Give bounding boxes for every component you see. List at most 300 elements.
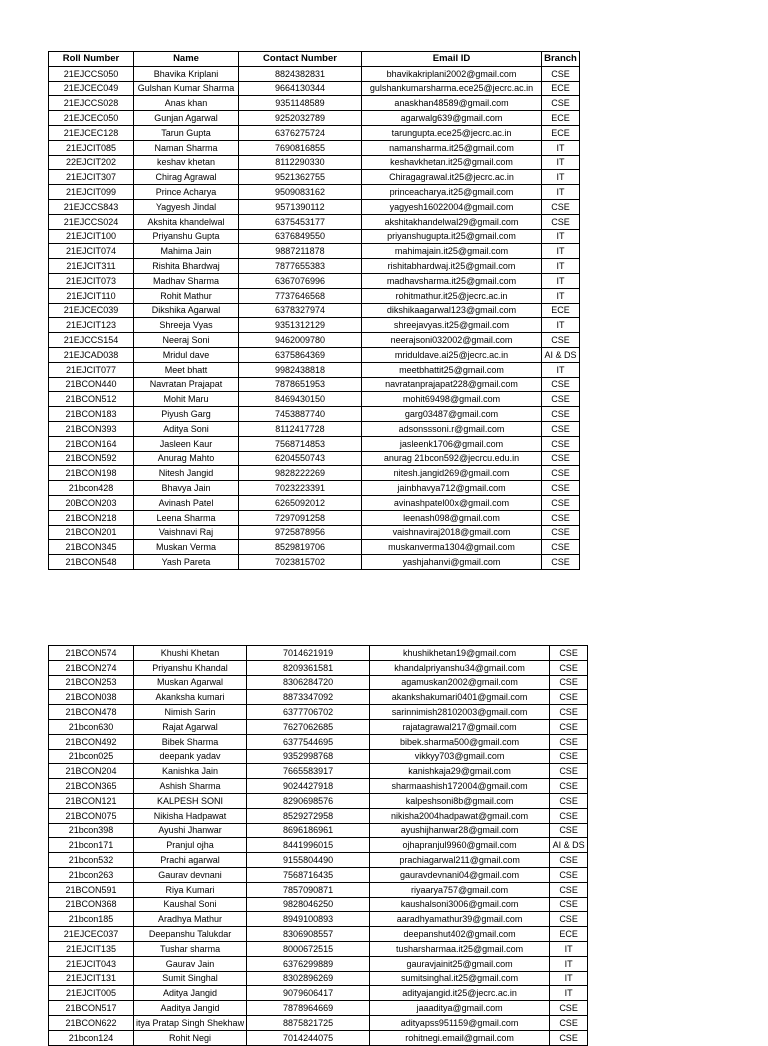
table-row — [49, 407, 580, 422]
name-cell: Chirag Agrawal — [134, 170, 239, 185]
email-cell: mohit69498@gmail.com — [362, 392, 542, 407]
name-cell: Anurag Mahto — [134, 451, 239, 466]
roll-number-cell: 21BCON253 — [49, 675, 134, 690]
roll-number-cell: 21BCON365 — [49, 779, 134, 794]
table-row — [49, 81, 580, 96]
email-cell: shreejavyas.it25@gmail.com — [362, 318, 542, 333]
table-row — [49, 96, 580, 111]
contact-number-cell: 8112417728 — [239, 421, 362, 436]
contact-number-cell: 6265092012 — [239, 495, 362, 510]
roll-number-cell: 21EJCIT110 — [49, 288, 134, 303]
roll-number-cell: 21EJCIT074 — [49, 244, 134, 259]
branch-cell: CSE — [550, 764, 588, 779]
name-cell: itya Pratap Singh Shekhaw — [134, 1015, 247, 1030]
contact-number-cell: 7690816855 — [239, 140, 362, 155]
name-cell: Sumit Singhal — [134, 971, 247, 986]
contact-number-cell: 6204550743 — [239, 451, 362, 466]
roll-number-cell: 21BCON038 — [49, 690, 134, 705]
table-row — [49, 259, 580, 274]
roll-number-cell: 21BCON345 — [49, 540, 134, 555]
email-cell: yagyesh16022004@gmail.com — [362, 199, 542, 214]
contact-number-cell: 9664130344 — [239, 81, 362, 96]
header-branch: Branch — [542, 52, 580, 67]
email-cell: mriduldave.ai25@jecrc.ac.in — [362, 347, 542, 362]
roll-number-cell: 21EJCIT123 — [49, 318, 134, 333]
email-cell: adityapss951159@gmail.com — [370, 1015, 550, 1030]
branch-cell: CSE — [550, 646, 588, 661]
contact-number-cell: 8873347092 — [247, 690, 370, 705]
contact-number-cell: 8875821725 — [247, 1015, 370, 1030]
email-cell: dikshikaagarwal123@gmail.com — [362, 303, 542, 318]
contact-number-cell: 9351148589 — [239, 96, 362, 111]
roll-number-cell: 21bcon630 — [49, 719, 134, 734]
email-cell: adsonsssoni.r@gmail.com — [362, 421, 542, 436]
email-cell: bibek.sharma500@gmail.com — [370, 734, 550, 749]
branch-cell: IT — [550, 986, 588, 1001]
contact-number-cell: 8302896269 — [247, 971, 370, 986]
contact-number-cell: 7665583917 — [247, 764, 370, 779]
table-row — [49, 660, 588, 675]
table-row — [49, 1015, 588, 1030]
contact-number-cell: 6367076996 — [239, 273, 362, 288]
roll-number-cell: 22EJCIT202 — [49, 155, 134, 170]
contact-number-cell: 8529272958 — [247, 808, 370, 823]
contact-number-cell: 6375864369 — [239, 347, 362, 362]
name-cell: Rishita Bhardwaj — [134, 259, 239, 274]
email-cell: kalpeshsoni8b@gmail.com — [370, 793, 550, 808]
branch-cell: IT — [542, 140, 580, 155]
branch-cell: CSE — [550, 793, 588, 808]
roll-number-cell: 21BCON204 — [49, 764, 134, 779]
contact-number-cell: 9571390112 — [239, 199, 362, 214]
name-cell: Gaurav devnani — [134, 867, 247, 882]
name-cell: Mahima Jain — [134, 244, 239, 259]
table-row — [49, 808, 588, 823]
table-row — [49, 451, 580, 466]
branch-cell: CSE — [550, 675, 588, 690]
roll-number-cell: 21BCON517 — [49, 1001, 134, 1016]
table-row — [49, 347, 580, 362]
name-cell: Muskan Agarwal — [134, 675, 247, 690]
name-cell: Leena Sharma — [134, 510, 239, 525]
roll-number-cell: 21EJCIT085 — [49, 140, 134, 155]
email-cell: jasleenk1706@gmail.com — [362, 436, 542, 451]
branch-cell: CSE — [550, 882, 588, 897]
name-cell: Akanksha kumari — [134, 690, 247, 705]
email-cell: vaishnaviraj2018@gmail.com — [362, 525, 542, 540]
email-cell: namansharma.it25@gmail.com — [362, 140, 542, 155]
branch-cell: AI & DS — [542, 347, 580, 362]
table-row — [49, 229, 580, 244]
email-cell: garg03487@gmail.com — [362, 407, 542, 422]
contact-number-cell: 6376275724 — [239, 125, 362, 140]
branch-cell: IT — [550, 971, 588, 986]
table-row — [49, 481, 580, 496]
email-cell: leenash098@gmail.com — [362, 510, 542, 525]
contact-number-cell: 8306284720 — [247, 675, 370, 690]
roll-number-cell: 21EJCIT005 — [49, 986, 134, 1001]
roll-number-cell: 21BCON198 — [49, 466, 134, 481]
roll-number-cell: 21EJCIT311 — [49, 259, 134, 274]
table-row — [49, 111, 580, 126]
roll-number-cell: 21bcon171 — [49, 838, 134, 853]
email-cell: gauravdevnani04@gmail.com — [370, 867, 550, 882]
email-cell: tusharsharmaa.it25@gmail.com — [370, 941, 550, 956]
contact-number-cell: 9155804490 — [247, 853, 370, 868]
table-row — [49, 377, 580, 392]
name-cell: Bhavya Jain — [134, 481, 239, 496]
table-row — [49, 956, 588, 971]
contact-number-cell: 9024427918 — [247, 779, 370, 794]
table-row — [49, 927, 588, 942]
branch-cell: CSE — [550, 808, 588, 823]
email-cell: rohitnegi.email@gmail.com — [370, 1030, 550, 1045]
table-row — [49, 540, 580, 555]
name-cell: Muskan Verma — [134, 540, 239, 555]
branch-cell: CSE — [550, 823, 588, 838]
table-row — [49, 749, 588, 764]
table-row — [49, 897, 588, 912]
email-cell: meetbhattit25@gmail.com — [362, 362, 542, 377]
contact-number-cell: 8441996015 — [247, 838, 370, 853]
header-row — [49, 52, 580, 67]
contact-number-cell: 8529819706 — [239, 540, 362, 555]
branch-cell: IT — [542, 185, 580, 200]
email-cell: princeacharya.it25@gmail.com — [362, 185, 542, 200]
roll-number-cell: 21BCON548 — [49, 555, 134, 570]
name-cell: Aaditya Jangid — [134, 1001, 247, 1016]
table-row — [49, 214, 580, 229]
name-cell: Yagyesh Jindal — [134, 199, 239, 214]
table-row — [49, 436, 580, 451]
branch-cell: CSE — [542, 407, 580, 422]
branch-cell: IT — [542, 288, 580, 303]
branch-cell: CSE — [542, 540, 580, 555]
name-cell: Pranjul ojha — [134, 838, 247, 853]
contact-number-cell: 8000672515 — [247, 941, 370, 956]
name-cell: Akshita khandelwal — [134, 214, 239, 229]
name-cell: Tushar sharma — [134, 941, 247, 956]
name-cell: Gaurav Jain — [134, 956, 247, 971]
roll-number-cell: 21BCON591 — [49, 882, 134, 897]
branch-cell: IT — [542, 155, 580, 170]
email-cell: neerajsoni032002@gmail.com — [362, 333, 542, 348]
branch-cell: CSE — [542, 333, 580, 348]
name-cell: Bhavika Kriplani — [134, 66, 239, 81]
contact-number-cell: 8696186961 — [247, 823, 370, 838]
contact-number-cell: 9352998768 — [247, 749, 370, 764]
roll-number-cell: 21BCON368 — [49, 897, 134, 912]
branch-cell: CSE — [550, 867, 588, 882]
contact-number-cell: 8209361581 — [247, 660, 370, 675]
contact-number-cell: 8824382831 — [239, 66, 362, 81]
roll-number-cell: 21BCON478 — [49, 705, 134, 720]
roll-number-cell: 21EJCIT099 — [49, 185, 134, 200]
name-cell: Vaishnavi Raj — [134, 525, 239, 540]
roll-number-cell: 21EJCIT043 — [49, 956, 134, 971]
name-cell: Bibek Sharma — [134, 734, 247, 749]
email-cell: akshitakhandelwal29@gmail.com — [362, 214, 542, 229]
table-row — [49, 140, 580, 155]
branch-cell: IT — [542, 362, 580, 377]
email-cell: Chiragagrawal.it25@jecrc.ac.in — [362, 170, 542, 185]
email-cell: sarinnimish28102003@gmail.com — [370, 705, 550, 720]
student-table-1 — [48, 51, 580, 570]
roll-number-cell: 21bcon263 — [49, 867, 134, 882]
contact-number-cell: 6376849550 — [239, 229, 362, 244]
roll-number-cell: 21EJCIT073 — [49, 273, 134, 288]
table-row — [49, 525, 580, 540]
branch-cell: IT — [542, 244, 580, 259]
email-cell: riyaarya757@gmail.com — [370, 882, 550, 897]
email-cell: nitesh.jangid269@gmail.com — [362, 466, 542, 481]
roll-number-cell: 21EJCAD038 — [49, 347, 134, 362]
table-row — [49, 392, 580, 407]
roll-number-cell: 21BCON218 — [49, 510, 134, 525]
email-cell: nikisha2004hadpawat@gmail.com — [370, 808, 550, 823]
header-email-id: Email ID — [362, 52, 542, 67]
branch-cell: CSE — [542, 555, 580, 570]
roll-number-cell: 21BCON274 — [49, 660, 134, 675]
contact-number-cell: 9828046250 — [247, 897, 370, 912]
branch-cell: ECE — [542, 81, 580, 96]
name-cell: Neeraj Soni — [134, 333, 239, 348]
contact-number-cell: 8306908557 — [247, 927, 370, 942]
email-cell: akankshakumari0401@gmail.com — [370, 690, 550, 705]
branch-cell: CSE — [542, 510, 580, 525]
contact-number-cell: 7023815702 — [239, 555, 362, 570]
table-row — [49, 1001, 588, 1016]
roll-number-cell: 21BCON183 — [49, 407, 134, 422]
table-row — [49, 555, 580, 570]
email-cell: vikkyy703@gmail.com — [370, 749, 550, 764]
table-row — [49, 1030, 588, 1045]
contact-number-cell: 6377544695 — [247, 734, 370, 749]
table-row — [49, 66, 580, 81]
branch-cell: CSE — [542, 96, 580, 111]
email-cell: mahimajain.it25@gmail.com — [362, 244, 542, 259]
branch-cell: CSE — [542, 466, 580, 481]
contact-number-cell: 7878651953 — [239, 377, 362, 392]
branch-cell: IT — [550, 941, 588, 956]
email-cell: rohitmathur.it25@jecrc.ac.in — [362, 288, 542, 303]
roll-number-cell: 21EJCIT307 — [49, 170, 134, 185]
email-cell: agarwalg639@gmail.com — [362, 111, 542, 126]
table-row — [49, 867, 588, 882]
branch-cell: CSE — [542, 451, 580, 466]
branch-cell: CSE — [542, 436, 580, 451]
name-cell: Aradhya Mathur — [134, 912, 247, 927]
roll-number-cell: 21bcon185 — [49, 912, 134, 927]
branch-cell: CSE — [550, 690, 588, 705]
contact-number-cell: 7568714853 — [239, 436, 362, 451]
table-row — [49, 734, 588, 749]
roll-number-cell: 21BCON512 — [49, 392, 134, 407]
email-cell: kanishkaja29@gmail.com — [370, 764, 550, 779]
contact-number-cell: 9982438818 — [239, 362, 362, 377]
email-cell: sumitsinghal.it25@gmail.com — [370, 971, 550, 986]
roll-number-cell: 21bcon398 — [49, 823, 134, 838]
email-cell: deepanshut402@gmail.com — [370, 927, 550, 942]
contact-number-cell: 6375453177 — [239, 214, 362, 229]
contact-number-cell: 6377706702 — [247, 705, 370, 720]
header-name: Name — [134, 52, 239, 67]
roll-number-cell: 21EJCCS028 — [49, 96, 134, 111]
branch-cell: IT — [542, 273, 580, 288]
name-cell: Tarun Gupta — [134, 125, 239, 140]
table-row — [49, 466, 580, 481]
email-cell: jaaaditya@gmail.com — [370, 1001, 550, 1016]
branch-cell: CSE — [550, 1001, 588, 1016]
email-cell: khandalpriyanshu34@gmail.com — [370, 660, 550, 675]
name-cell: Prince Acharya — [134, 185, 239, 200]
branch-cell: CSE — [550, 660, 588, 675]
email-cell: avinashpatel00x@gmail.com — [362, 495, 542, 510]
contact-number-cell: 7737646568 — [239, 288, 362, 303]
name-cell: keshav khetan — [134, 155, 239, 170]
email-cell: aaradhyamathur39@gmail.com — [370, 912, 550, 927]
name-cell: Priyanshu Gupta — [134, 229, 239, 244]
table-row — [49, 646, 588, 661]
roll-number-cell: 21EJCIT131 — [49, 971, 134, 986]
table-row — [49, 362, 580, 377]
branch-cell: CSE — [550, 749, 588, 764]
email-cell: keshavkhetan.it25@gmail.com — [362, 155, 542, 170]
roll-number-cell: 21bcon532 — [49, 853, 134, 868]
branch-cell: CSE — [550, 719, 588, 734]
table-row — [49, 971, 588, 986]
branch-cell: CSE — [542, 481, 580, 496]
table-row — [49, 882, 588, 897]
contact-number-cell: 7014244075 — [247, 1030, 370, 1045]
roll-number-cell: 21bcon428 — [49, 481, 134, 496]
name-cell: KALPESH SONI — [134, 793, 247, 808]
table-row — [49, 986, 588, 1001]
email-cell: anaskhan48589@gmail.com — [362, 96, 542, 111]
table-row — [49, 764, 588, 779]
email-cell: ojhapranjul9960@gmail.com — [370, 838, 550, 853]
email-cell: madhavsharma.it25@gmail.com — [362, 273, 542, 288]
name-cell: Dikshika Agarwal — [134, 303, 239, 318]
contact-number-cell: 8290698576 — [247, 793, 370, 808]
contact-number-cell: 9828222269 — [239, 466, 362, 481]
contact-number-cell: 9351312129 — [239, 318, 362, 333]
table-row — [49, 495, 580, 510]
table-row — [49, 155, 580, 170]
branch-cell: IT — [550, 956, 588, 971]
email-cell: navratanprajapat228@gmail.com — [362, 377, 542, 392]
contact-number-cell: 7014621919 — [247, 646, 370, 661]
name-cell: Nimish Sarin — [134, 705, 247, 720]
name-cell: Kaushal Soni — [134, 897, 247, 912]
table-row — [49, 675, 588, 690]
contact-number-cell: 7023223391 — [239, 481, 362, 496]
table-row — [49, 244, 580, 259]
table-row — [49, 838, 588, 853]
contact-number-cell: 7453887740 — [239, 407, 362, 422]
branch-cell: CSE — [542, 377, 580, 392]
branch-cell: ECE — [542, 125, 580, 140]
table-row — [49, 199, 580, 214]
name-cell: Anas khan — [134, 96, 239, 111]
email-cell: kaushalsoni3006@gmail.com — [370, 897, 550, 912]
contact-number-cell: 9521362755 — [239, 170, 362, 185]
name-cell: deepank yadav — [134, 749, 247, 764]
email-cell: yashjahanvi@gmail.com — [362, 555, 542, 570]
roll-number-cell: 21EJCEC049 — [49, 81, 134, 96]
roll-number-cell: 21BCON075 — [49, 808, 134, 823]
table-row — [49, 823, 588, 838]
table-row — [49, 288, 580, 303]
roll-number-cell: 21BCON492 — [49, 734, 134, 749]
roll-number-cell: 21BCON121 — [49, 793, 134, 808]
branch-cell: CSE — [542, 66, 580, 81]
branch-cell: CSE — [542, 199, 580, 214]
contact-number-cell: 6378327974 — [239, 303, 362, 318]
roll-number-cell: 21BCON622 — [49, 1015, 134, 1030]
roll-number-cell: 21BCON201 — [49, 525, 134, 540]
branch-cell: ECE — [550, 927, 588, 942]
roll-number-cell: 21bcon025 — [49, 749, 134, 764]
contact-number-cell: 9725878956 — [239, 525, 362, 540]
contact-number-cell: 9509083162 — [239, 185, 362, 200]
email-cell: priyanshugupta.it25@gmail.com — [362, 229, 542, 244]
contact-number-cell: 6376299889 — [247, 956, 370, 971]
contact-number-cell: 7877655383 — [239, 259, 362, 274]
table-row — [49, 719, 588, 734]
table-row — [49, 185, 580, 200]
roll-number-cell: 21EJCIT135 — [49, 941, 134, 956]
name-cell: Navratan Prajapat — [134, 377, 239, 392]
branch-cell: AI & DS — [550, 838, 588, 853]
table-row — [49, 273, 580, 288]
branch-cell: CSE — [550, 1015, 588, 1030]
student-table-2 — [48, 645, 588, 1046]
table-row — [49, 779, 588, 794]
email-cell: gulshankumarsharma.ece25@jecrc.ac.in — [362, 81, 542, 96]
name-cell: Priyanshu Khandal — [134, 660, 247, 675]
roll-number-cell: 21EJCCS024 — [49, 214, 134, 229]
branch-cell: IT — [542, 170, 580, 185]
contact-number-cell: 8469430150 — [239, 392, 362, 407]
table-row — [49, 912, 588, 927]
roll-number-cell: 21EJCEC128 — [49, 125, 134, 140]
roll-number-cell: 21EJCIT100 — [49, 229, 134, 244]
email-cell: khushikhetan19@gmail.com — [370, 646, 550, 661]
name-cell: Gulshan Kumar Sharma — [134, 81, 239, 96]
branch-cell: CSE — [550, 705, 588, 720]
email-cell: agamuskan2002@gmail.com — [370, 675, 550, 690]
email-cell: rishitabhardwaj.it25@gmail.com — [362, 259, 542, 274]
roll-number-cell: 21EJCEC050 — [49, 111, 134, 126]
branch-cell: CSE — [542, 525, 580, 540]
email-cell: tarungupta.ece25@jecrc.ac.in — [362, 125, 542, 140]
branch-cell: CSE — [542, 392, 580, 407]
email-cell: sharmaashish172004@gmail.com — [370, 779, 550, 794]
roll-number-cell: 21BCON164 — [49, 436, 134, 451]
name-cell: Ayushi Jhanwar — [134, 823, 247, 838]
header-contact-number: Contact Number — [239, 52, 362, 67]
email-cell: jainbhavya712@gmail.com — [362, 481, 542, 496]
email-cell: anurag 21bcon592@jecrcu.edu.in — [362, 451, 542, 466]
email-cell: adityajangid.it25@jecrc.ac.in — [370, 986, 550, 1001]
email-cell: rajatagrawal217@gmail.com — [370, 719, 550, 734]
contact-number-cell: 7857090871 — [247, 882, 370, 897]
name-cell: Aditya Soni — [134, 421, 239, 436]
email-cell: gauravjainit25@gmail.com — [370, 956, 550, 971]
contact-number-cell: 8112290330 — [239, 155, 362, 170]
table-row — [49, 303, 580, 318]
